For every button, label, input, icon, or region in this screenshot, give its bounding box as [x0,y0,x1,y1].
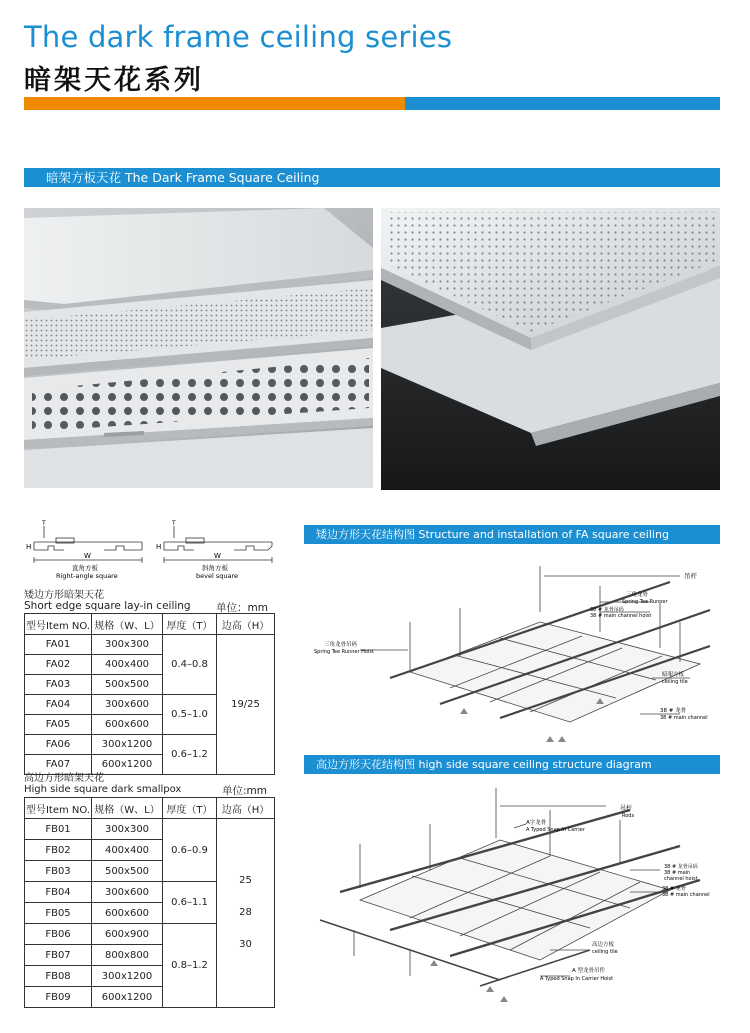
section-heading: 暗架方板天花 The Dark Frame Square Ceiling [24,168,720,187]
size-cell: 600x1200 [92,987,163,1008]
size-cell: 500x500 [92,861,163,882]
page-title-en: The dark frame ceiling series [24,20,453,54]
table-b [24,797,275,1008]
profile-drawings [24,516,284,582]
size-cell: 600x1200 [92,755,163,775]
stacked-panels-image [24,208,373,488]
item-cell: FA04 [25,695,92,715]
stacked-panels-photo [24,208,373,488]
size-cell: 300x1200 [92,735,163,755]
diagram-b-rod-en: Rods [622,813,635,819]
diagram-b-carrier-hoist-cn: A 型龙骨吊件 [572,968,606,974]
diagram-b-tile-en: ceiling tile [592,949,618,955]
diagram-a-main-en: 38 # main channel [660,715,708,721]
table-a-header-item: 型号Item NO. [25,614,92,635]
table-a [24,613,275,775]
size-cell: 600x600 [92,903,163,924]
table-a-title-en: Short edge square lay-in ceiling [24,600,191,612]
item-cell: FB03 [25,861,92,882]
diagram-a-heading: 矮边方形天花结构图 Structure and installation of FA square ceiling [304,525,720,544]
item-cell: FA02 [25,655,92,675]
dim-t-label-1: T [42,520,46,527]
orange-accent-bar [24,97,405,110]
table-b-title-en: High side square dark smallpox [24,784,182,795]
table-b-header-row [25,798,275,819]
item-cell: FA06 [25,735,92,755]
table-row [25,819,275,840]
diagram-a-tile-en: ceiling tile [662,679,688,685]
diagram-a-main-cn: 38 # 龙骨 [660,708,687,714]
diagram-a-drawing [300,552,720,750]
thickness-cell: 0.4–0.8 [163,635,217,695]
diagram-a-spring-en: Spring Tee Runner [622,599,668,605]
table-b-title-cn: 高边方形暗架天花 [24,773,104,784]
item-cell: FB05 [25,903,92,924]
thickness-cell: 0.6–1.2 [163,735,217,775]
thickness-cell: 0.5–1.0 [163,695,217,735]
diagram-b-structure [320,788,700,986]
blue-accent-bar [405,97,720,110]
height-value-30: 30 [239,939,252,950]
diagram-b-heading: 高边方形天花结构图 high side square ceiling structure diagram [304,755,720,774]
table-b-header-item: 型号Item NO. [25,798,92,819]
item-cell: FB07 [25,945,92,966]
diagram-b-main-cn: 38 # 龙骨 [662,886,686,892]
height-cell: 19/25 [217,635,275,775]
size-cell: 300x600 [92,695,163,715]
table-row [25,635,275,655]
diagram-b-hoist-cn: 38 # 龙骨吊码 [664,864,698,870]
bevel-en-label: bevel square [196,572,238,580]
height-value-28: 28 [239,907,252,918]
right-angle-en-label: Right-angle square [56,572,118,580]
diagram-a-spring-hoist-cn: 三角龙骨吊码 [324,642,358,648]
item-cell: FB06 [25,924,92,945]
dim-h-label-2: H [156,543,162,551]
table-a-header-height: 边高（H） [217,614,275,635]
height-value-25: 25 [239,875,252,886]
item-cell: FB08 [25,966,92,987]
diagram-b-drawing [300,780,720,1010]
size-cell: 300x300 [92,819,163,840]
table-b-header-height: 边高（H） [217,798,275,819]
thickness-cell: 0.6–1.1 [163,882,217,924]
diagram-a-hoist-cn: 38 # 龙骨吊码 [590,607,624,613]
diagram-a-tile-cn: 暗架方板 [662,672,685,678]
table-a-header-row [25,614,275,635]
size-cell: 400x400 [92,655,163,675]
size-cell: 300x1200 [92,966,163,987]
size-cell: 400x400 [92,840,163,861]
diagram-b-tile-cn: 高边方板 [592,942,615,948]
thickness-cell: 0.8–1.2 [163,924,217,1008]
item-cell: FB09 [25,987,92,1008]
table-a-header-size: 规格（W、L） [92,614,163,635]
item-cell: FB02 [25,840,92,861]
bevel-cn-label: 斜角方板 [202,564,228,572]
size-cell: 600x900 [92,924,163,945]
table-a-header-thickness: 厚度（T） [163,614,217,635]
size-cell: 500x500 [92,675,163,695]
diagram-b-carrier-cn: A字龙骨 [526,820,547,826]
diagram-b-hoist-en1: 38 # main [664,870,691,876]
item-cell: FA03 [25,675,92,695]
diagram-b-rod-cn: 吊杆 [620,805,633,812]
diagram-b-carrier-en: A Typed Snap In Carrier [526,827,585,833]
size-cell: 300x600 [92,882,163,903]
diagram-a-spring-cn: 三角龙骨 [626,592,649,598]
diagram-a-rod-label: 吊杆 [684,572,697,580]
item-cell: FB01 [25,819,92,840]
diagram-b-main-en: 38 # main channel [662,892,710,898]
height-cell [217,819,275,1008]
perforated-panel-image [381,208,720,490]
item-cell: FA07 [25,755,92,775]
size-cell: 300x300 [92,635,163,655]
table-a-unit: 单位：mm [216,602,268,614]
size-cell: 800x800 [92,945,163,966]
dim-w-label-1: W [84,552,91,560]
dim-h-label-1: H [26,543,32,551]
item-cell: FB04 [25,882,92,903]
table-a-title-cn: 矮边方形暗架天花 [24,590,104,601]
size-cell: 600x600 [92,715,163,735]
diagram-b-hoist-en2: channel hoist [664,876,698,882]
dim-w-label-2: W [214,552,221,560]
right-angle-cn-label: 直角方板 [72,564,98,572]
page-title-cn: 暗架天花系列 [24,65,204,96]
thickness-cell: 0.6–0.9 [163,819,217,882]
diagram-b-carrier-hoist-en: A Typed Snap In Carrier Hoist [540,976,614,982]
table-b-unit: 单位:mm [222,785,267,797]
diagram-a-structure [360,566,710,722]
diagram-a-hoist-en: 38 # main channel hoist [590,613,652,619]
diagram-a-spring-hoist-en: Spring Tee Runner Hoist [314,649,374,655]
perforated-panel-photo [381,208,720,490]
dim-t-label-2: T [172,520,176,527]
table-b-header-thickness: 厚度（T） [163,798,217,819]
table-b-header-size: 规格（W、L） [92,798,163,819]
item-cell: FA05 [25,715,92,735]
item-cell: FA01 [25,635,92,655]
